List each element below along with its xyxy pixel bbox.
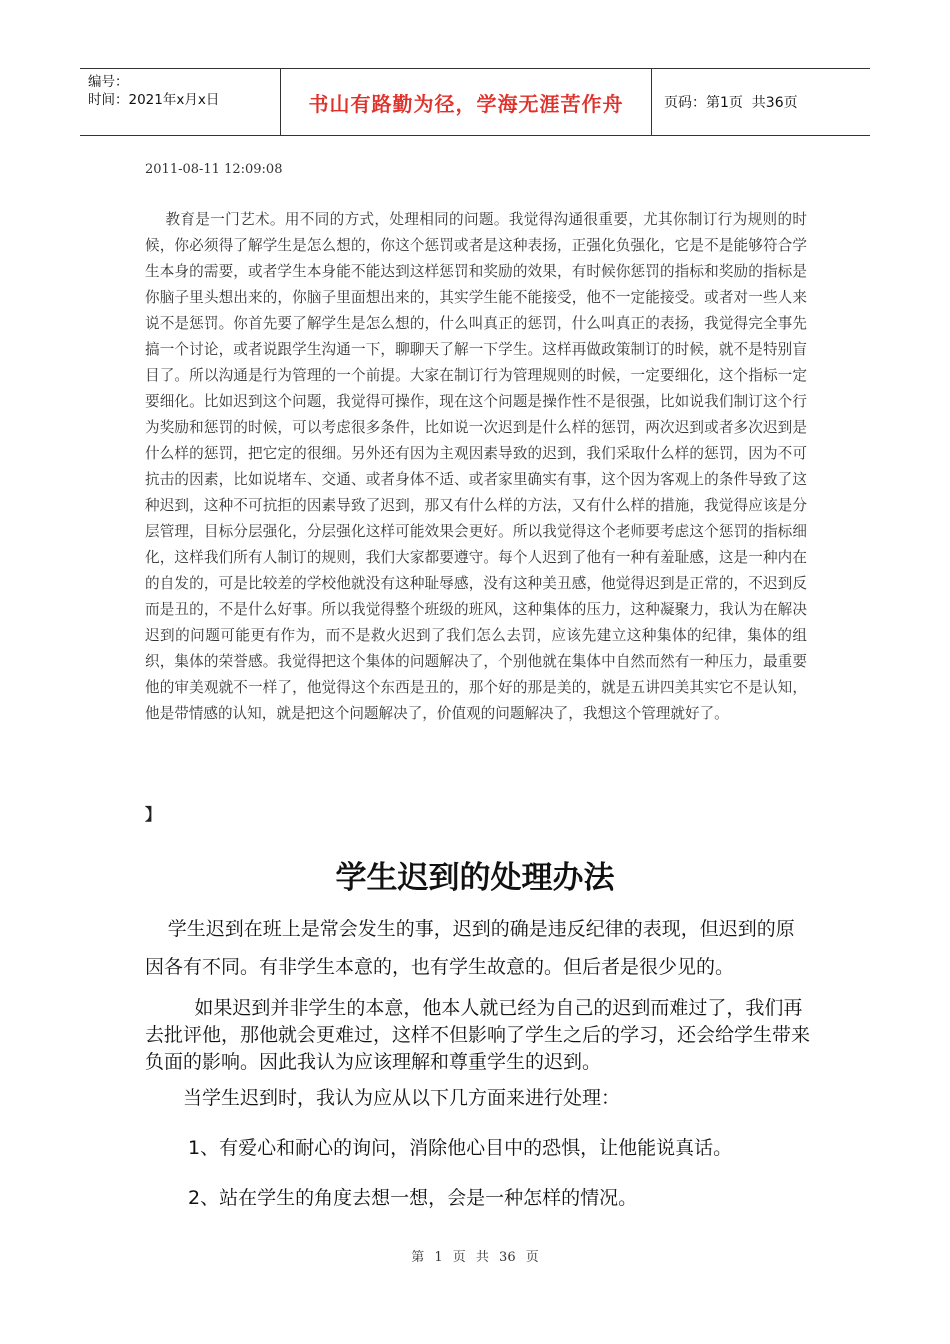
section-paragraph-2: 如果迟到并非学生的本意，他本人就已经为自己的迟到而难过了，我们再去批评他，那他就会更难过，这样不但影响了学生之后的学习，还会给学生带来负面的影响。因此我认为应该理解和尊重学生的迟到。	[145, 997, 811, 1073]
page-label: 页码：第1页 共36页	[664, 95, 798, 111]
header-meta	[80, 69, 280, 135]
document-header	[80, 68, 870, 136]
bracket-mark: 】	[145, 805, 162, 824]
time-label: 时间：2021年x月x日	[88, 92, 220, 108]
list-item-1: 1、有爱心和耐心的询问，消除他心目中的恐惧，让他能说真话。	[188, 1137, 733, 1159]
motto-text: 书山有路勤为径，学海无涯苦作舟	[308, 91, 624, 116]
section-paragraph-1: 学生迟到在班上是常会发生的事，迟到的确是违反纪律的表现，但迟到的原因各有不同。有非学生本意的，也有学生故意的。但后者是很少见的。	[145, 918, 795, 978]
body-paragraph: 教育是一门艺术。用不同的方式，处理相同的问题。我觉得沟通很重要，尤其你制订行为规则的时候，你必须得了解学生是怎么想的，你这个惩罚或者是这种表扬，正强化负强化，它是不是能够符合学生本身的需要，或者学生本身能不能达到这样惩罚和奖励的效果，有时候你惩罚的指标和奖励的指标是你脑子里头想出来的，你脑子里面想出来的，其实学生能不能接受，他不一定能接受。或者对一些人来说不是惩罚。你首先要了解学生是怎么想的，什么叫真正的惩罚，什么叫真正的表扬，我觉得完全事先搞一个讨论，或者说跟学生沟通一下，聊聊天了解一下学生。这样再做政策制订的时候，就不是特别盲目了。所以沟通是行为管理的一个前提。大家在制订行为管理规则的时候，一定要细化，这个指标一定要细化。比如迟到这个问题，我觉得可操作，现在这个问题是操作性不是很强，比如说我们制订这个行为奖励和惩罚的时候，可以考虑很多条件，比如说一次迟到是什么样的惩罚，两次迟到或者多次迟到是什么样的惩罚，把它定的很细。另外还有因为主观因素导致的迟到，我们采取什么样的惩罚，因为不可抗击的因素，比如说堵车、交通、或者身体不适、或者家里确实有事，这个因为客观上的条件导致了这种迟到，这种不可抗拒的因素导致了迟到，那又有什么样的方法，又有什么样的措施，我觉得应该是分层管理，目标分层强化，分层强化这样可能效果会更好。所以我觉得这个老师要考虑这个惩罚的指标细化，这样我们所有人制订的规则，我们大家都要遵守。每个人迟到了他有一种有羞耻感，这是一种内在的自发的，可是比较差的学校他就没有这种耻辱感，没有这种美丑感，他觉得迟到是正常的，不迟到反而是丑的，不是什么好事。所以我觉得整个班级的班风，这种集体的压力，这种凝聚力，我认为在解决迟到的问题可能更有作为，而不是救火迟到了我们怎么去罚，应该先建立这种集体的纪律，集体的组织，集体的荣誉感。我觉得把这个集体的问题解决了，个别他就在集体中自然而然有一种压力，最重要他的审美观就不一样了，他觉得这个东西是丑的，那个好的那是美的，就是五讲四美其实它不是认知，他是带情感的认知，就是把这个问题解决了，价值观的问题解决了，我想这个管理就好了。	[145, 211, 807, 722]
page-footer: 第 1 页 共 36 页	[411, 1250, 539, 1265]
main-title: 学生迟到的处理办法	[335, 860, 615, 896]
timestamp: 2011-08-11 12:09:08	[145, 162, 283, 177]
section-paragraph-3: 当学生迟到时，我认为应从以下几方面来进行处理：	[183, 1087, 621, 1109]
header-motto-cell	[280, 69, 652, 135]
number-label: 编号：	[88, 74, 129, 90]
header-page-cell	[652, 69, 870, 135]
list-item-2: 2、站在学生的角度去想一想，会是一种怎样的情况。	[188, 1187, 638, 1209]
